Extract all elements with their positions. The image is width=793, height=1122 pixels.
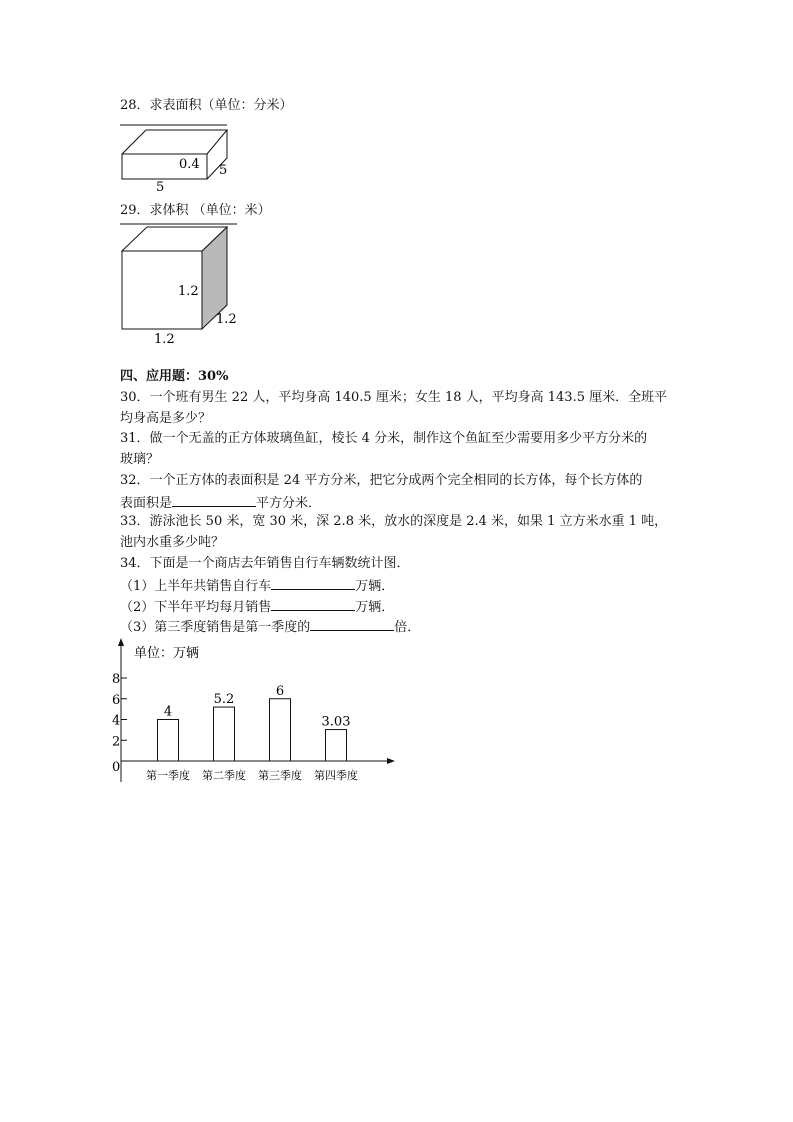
q28-title: 28．求表面积（单位：分米）: [120, 98, 293, 113]
cube-figure-q29: [115, 219, 245, 349]
q34-sub2-prefix: （2）下半年平均每月销售: [120, 600, 272, 615]
category-label: 第一季度: [146, 769, 190, 782]
q34-sub3-suffix: 倍．: [394, 620, 421, 635]
y-tick-label: 0: [112, 760, 121, 775]
q29-title: 29．求体积 （单位：米）: [120, 203, 271, 218]
q34-sub3: [120, 618, 420, 636]
chart-unit-title: 单位：万辆: [134, 646, 200, 661]
q34-sub1-prefix: （1）上半年共销售自行车: [120, 579, 272, 594]
category-label: 第三季度: [258, 769, 302, 782]
q29-depth-label: 1.2: [216, 312, 237, 327]
q33-line1: 33．游泳池长 50 米，宽 30 米，深 2.8 米，放水的深度是 2.4 米，如果 1 立方米水重 1 吨，: [120, 514, 668, 529]
chart-bar: [326, 730, 347, 761]
q34-sub1-suffix: 万辆．: [355, 579, 395, 594]
y-axis-arrow: [118, 638, 124, 646]
bar-value-label: 3.03: [321, 714, 351, 730]
y-tick-label: 6: [112, 692, 121, 708]
category-label: 第二季度: [202, 769, 246, 782]
chart-bar: [158, 720, 179, 762]
q29-width-label: 1.2: [154, 332, 175, 347]
bicycle-sales-bar-chart: [112, 636, 402, 786]
y-tick-label: 8: [112, 672, 121, 687]
q28-depth-label: 5: [219, 163, 228, 178]
section-heading: 四、应用题：30%: [120, 369, 229, 384]
q32-line2: [120, 494, 321, 512]
q30-line1: 30．一个班有男生 22 人，平均身高 140.5 厘米；女生 18 人，平均身高 143.5 厘米．全班平: [120, 390, 668, 405]
category-label: 第四季度: [314, 769, 358, 782]
q30-line2: 均身高是多少？: [120, 411, 212, 426]
y-tick-label: 2: [112, 734, 121, 750]
q33-line2: 池内水重多少吨？: [120, 535, 225, 550]
q34-sub2: [120, 598, 394, 616]
chart-bar: [270, 699, 291, 761]
q28-height-label: 0.4: [179, 157, 200, 172]
q32-line2-suffix: 平方分米．: [256, 496, 322, 511]
bar-value-label: 6: [275, 683, 285, 699]
q28-width-label: 5: [156, 180, 165, 195]
q34-sub2-suffix: 万辆．: [355, 600, 395, 615]
q34-sub1: [120, 577, 394, 595]
q31-line2: 玻璃？: [120, 452, 160, 467]
cuboid-figure-q28: [115, 118, 235, 196]
bar-value-label: 5.2: [213, 692, 235, 708]
q32-line2-prefix: 表面积是: [120, 496, 173, 511]
q34-intro: 34．下面是一个商店去年销售自行车辆数统计图．: [120, 556, 410, 571]
chart-bar: [214, 707, 235, 761]
q34-sub3-prefix: （3）第三季度销售是第一季度的: [120, 620, 311, 635]
x-axis-arrow: [387, 758, 395, 764]
q34-sub1-blank[interactable]: [271, 577, 355, 590]
q34-sub3-blank[interactable]: [310, 618, 394, 631]
q29-height-label: 1.2: [178, 284, 199, 299]
q32-line1: 32．一个正方体的表面积是 24 平方分米，把它分成两个完全相同的长方体，每个长方体的: [120, 473, 643, 488]
y-tick-label: 4: [112, 713, 121, 729]
q34-sub2-blank[interactable]: [271, 598, 355, 611]
q32-answer-blank[interactable]: [172, 494, 256, 507]
q31-line1: 31．做一个无盖的正方体玻璃鱼缸，棱长 4 分米，制作这个鱼缸至少需要用多少平方分米的: [120, 431, 648, 446]
bar-value-label: 4: [163, 704, 173, 720]
